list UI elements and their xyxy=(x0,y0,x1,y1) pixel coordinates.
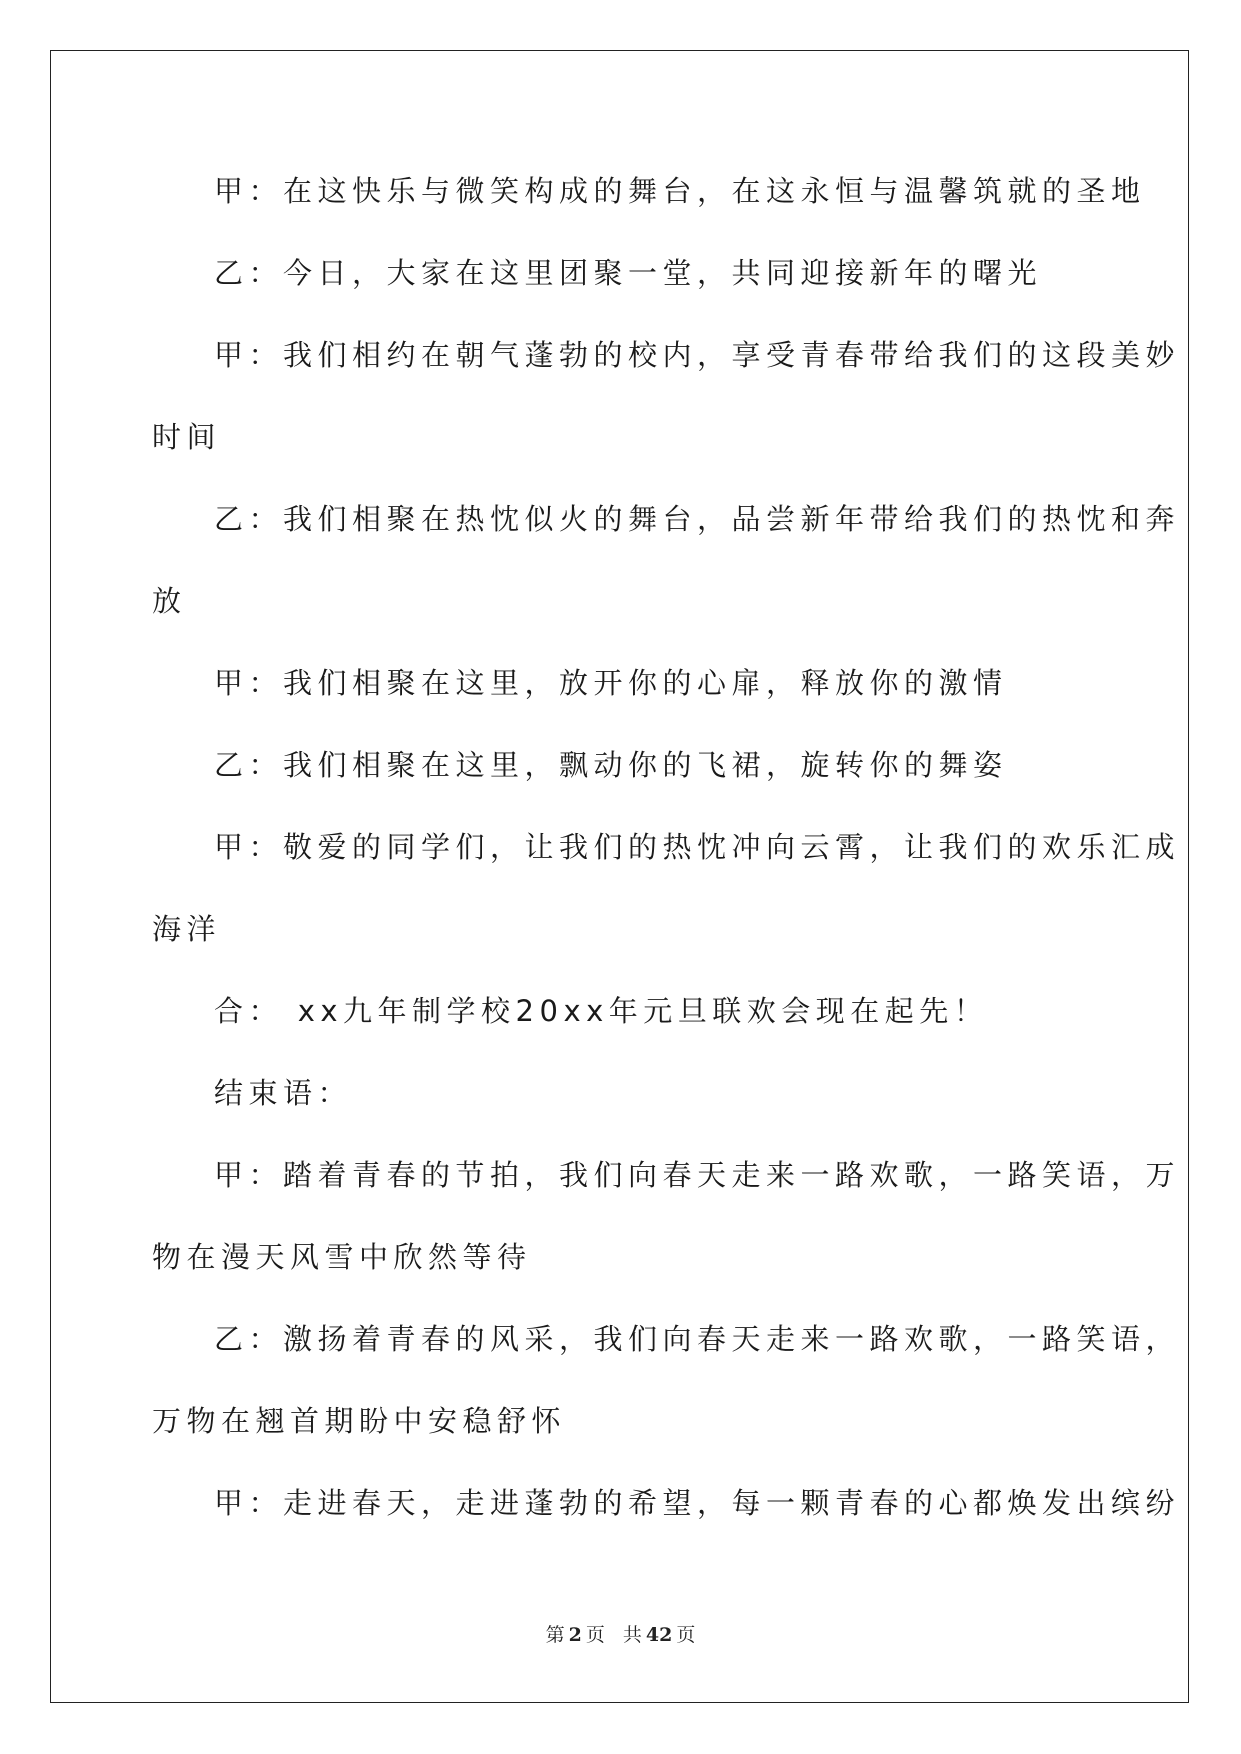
paragraph-line: 甲：敬爱的同学们，让我们的热忱冲向云霄，让我们的欢乐汇成 xyxy=(214,830,1181,864)
paragraph-line: 甲：我们相约在朝气蓬勃的校内，享受青春带给我们的这段美妙 xyxy=(214,338,1181,372)
paragraph-line-continuation: 海洋 xyxy=(152,912,222,946)
paragraph-line: 甲：踏着青春的节拍，我们向春天走来一路欢歌，一路笑语，万 xyxy=(214,1158,1181,1192)
paragraph-line: 甲：走进春天，走进蓬勃的希望，每一颗青春的心都焕发出缤纷 xyxy=(214,1486,1181,1520)
paragraph-line-continuation: 物在漫天风雪中欣然等待 xyxy=(152,1240,532,1274)
total-pages: 42 xyxy=(645,1624,673,1646)
page-suffix: 页 xyxy=(585,1624,605,1646)
page-prefix: 第 xyxy=(545,1624,565,1646)
paragraph-line-continuation: 放 xyxy=(152,584,187,618)
paragraph-line: 甲：在这快乐与微笑构成的舞台，在这永恒与温馨筑就的圣地 xyxy=(214,174,1146,208)
document-body xyxy=(152,160,1181,1554)
page-footer xyxy=(0,1620,1241,1647)
paragraph-line: 乙：我们相聚在热忱似火的舞台，品尝新年带给我们的热忱和奔 xyxy=(214,502,1181,536)
total-suffix: 页 xyxy=(676,1624,696,1646)
section-heading: 结束语： xyxy=(214,1076,353,1110)
paragraph-line: 乙：我们相聚在这里，飘动你的飞裙，旋转你的舞姿 xyxy=(214,748,1008,782)
paragraph-line: 乙：今日，大家在这里团聚一堂，共同迎接新年的曙光 xyxy=(214,256,1043,290)
paragraph-line: 合： xx九年制学校20xx年元旦联欢会现在起先！ xyxy=(214,994,989,1028)
paragraph-line: 乙：激扬着青春的风采，我们向春天走来一路欢歌，一路笑语， xyxy=(214,1322,1181,1356)
paragraph-line-continuation: 万物在翘首期盼中安稳舒怀 xyxy=(152,1404,567,1438)
paragraph-line-continuation: 时间 xyxy=(152,420,222,454)
total-prefix: 共 xyxy=(622,1624,642,1646)
paragraph-line: 甲：我们相聚在这里，放开你的心扉，释放你的激情 xyxy=(214,666,1008,700)
page-number: 2 xyxy=(568,1624,582,1646)
